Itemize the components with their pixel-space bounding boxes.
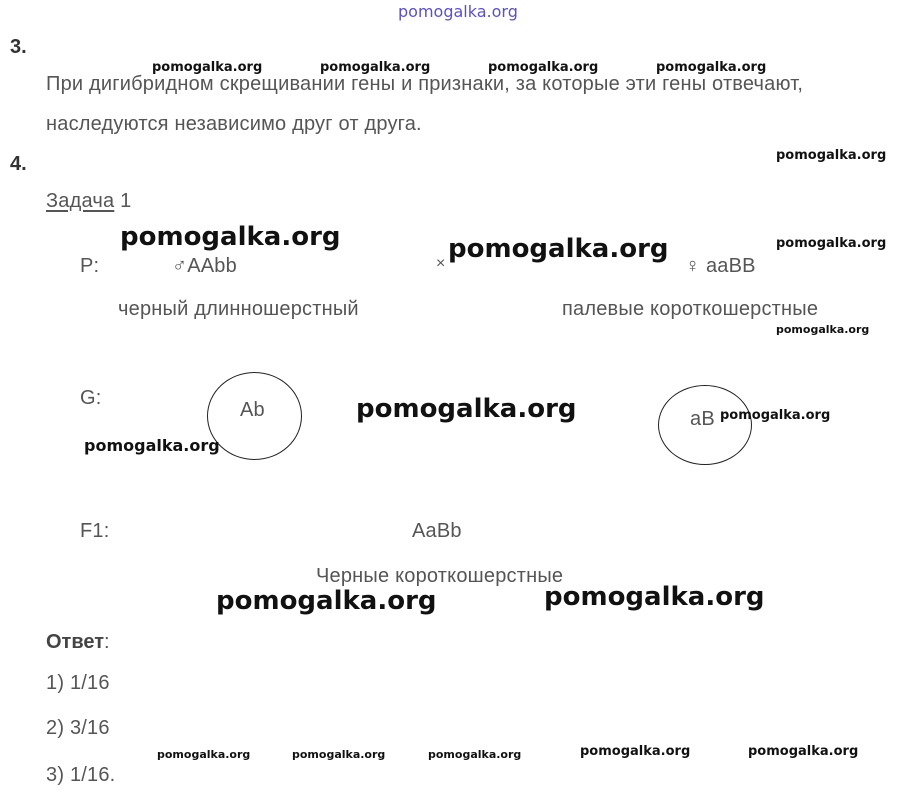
- answer-heading: [46, 631, 110, 654]
- answer-colon: :: [104, 631, 110, 653]
- watermark: pomogalka.org: [776, 236, 887, 251]
- watermark: pomogalka.org: [544, 582, 765, 612]
- question-3-line-1: При дигибридном скрещивании гены и признаки, за которые эти гены отвечают,: [46, 73, 804, 95]
- male-genotype: ♂AAbb: [172, 255, 237, 277]
- watermark: pomogalka.org: [356, 394, 577, 424]
- answer-item-1: 1) 1/16: [46, 672, 110, 694]
- watermark: pomogalka.org: [580, 744, 691, 759]
- male-phenotype: черный длинношерстный: [118, 298, 359, 320]
- watermark: pomogalka.org: [720, 408, 831, 423]
- watermark: pomogalka.org: [84, 436, 220, 455]
- female-genotype: ♀ aaBB: [685, 255, 756, 277]
- watermark: pomogalka.org: [428, 748, 522, 761]
- watermark: pomogalka.org: [656, 60, 767, 75]
- watermark: pomogalka.org: [216, 586, 437, 616]
- question-3-number: 3.: [10, 36, 27, 58]
- task-word: Задача: [46, 190, 115, 212]
- gamete-2: aB: [690, 408, 715, 430]
- cross-symbol: ×: [436, 255, 446, 272]
- answer-item-2: 2) 3/16: [46, 717, 110, 739]
- watermark: pomogalka.org: [292, 748, 386, 761]
- question-3-line-2: наследуются независимо друг от друга.: [46, 113, 422, 135]
- task-number: 1: [120, 190, 132, 212]
- question-4-number: 4.: [10, 153, 27, 175]
- f1-genotype: AaBb: [412, 520, 462, 542]
- watermark: pomogalka.org: [776, 148, 887, 163]
- female-phenotype: палевые короткошерстные: [562, 298, 819, 320]
- watermark: pomogalka.org: [320, 60, 431, 75]
- watermark: pomogalka.org: [152, 60, 263, 75]
- watermark: pomogalka.org: [776, 323, 870, 336]
- parents-label: P:: [80, 255, 100, 277]
- gamete-1: Ab: [240, 399, 265, 421]
- watermark: pomogalka.org: [488, 60, 599, 75]
- f1-phenotype: Черные короткошерстные: [316, 565, 564, 587]
- answer-item-3: 3) 1/16.: [46, 764, 116, 786]
- watermark: pomogalka.org: [748, 744, 859, 759]
- task-heading: [46, 190, 131, 213]
- watermark-top: pomogalka.org: [398, 2, 518, 21]
- answer-label: Ответ: [46, 631, 105, 653]
- gametes-label: G:: [80, 387, 102, 409]
- watermark: pomogalka.org: [157, 748, 251, 761]
- watermark: pomogalka.org: [448, 234, 669, 264]
- f1-label: F1:: [80, 520, 110, 542]
- watermark: pomogalka.org: [120, 222, 341, 252]
